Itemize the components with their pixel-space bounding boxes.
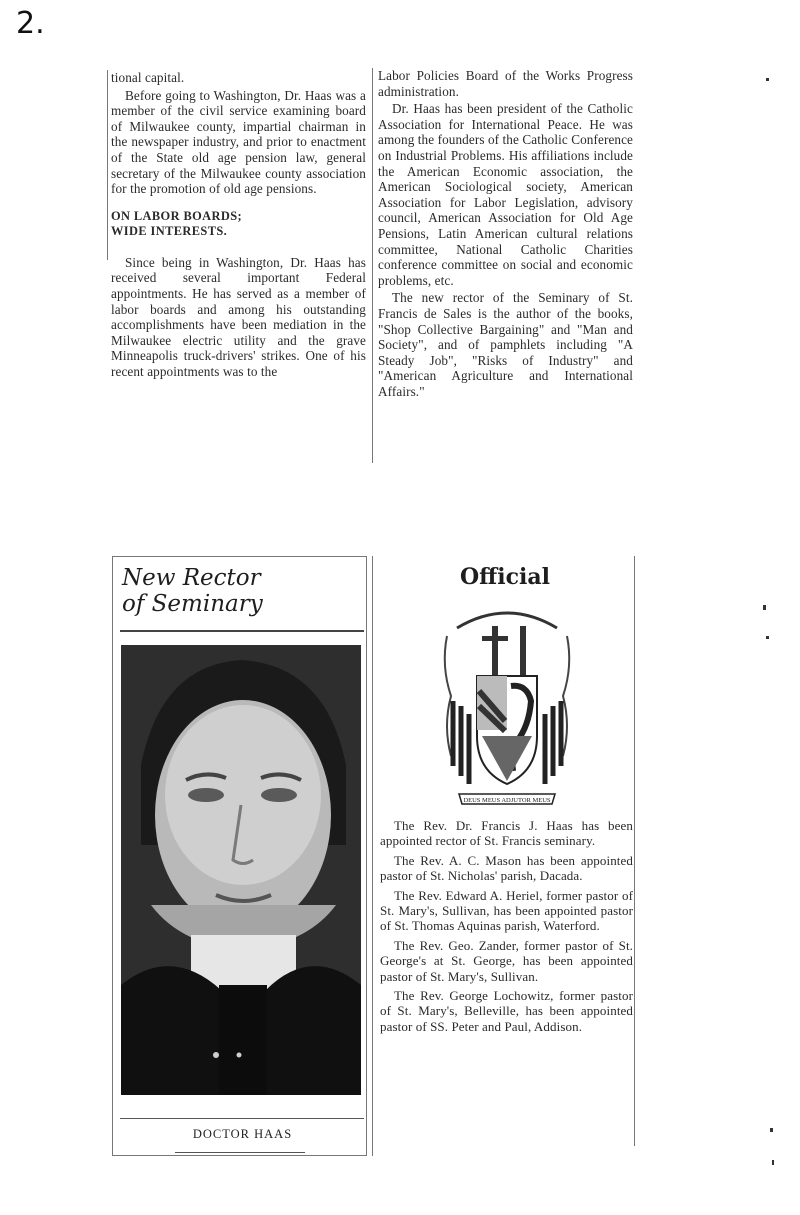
scan-speck	[772, 1160, 774, 1165]
official-paragraph: The Rev. George Lochowitz, former pastor of St. Mary's, Belleville, has been appointed pastor of SS. Peter and Paul, Addison.	[380, 988, 633, 1034]
article-column-right	[378, 68, 633, 401]
article-paragraph: Dr. Haas has been president of the Catholic Association for International Peace. He was among the founders of the Catholic Conference on Industrial Problems. His affiliations include the American Economic association, the American Sociological society, American Association for Labor Legislation, advisory council, American Association for Old Age Pensions, Latin American cultural relations committee, National Catholic Charities conference committee on social and economic problems, etc.	[378, 101, 633, 288]
subhead	[111, 209, 366, 239]
official-paragraph: The Rev. A. C. Mason has been appointed pastor of St. Nicholas' parish, Dacada.	[380, 852, 633, 884]
scan-speck	[766, 636, 769, 639]
article-paragraph: The new rector of the Seminary of St. Francis de Sales is the author of the books, "Shop Collective Bargaining" and "Man and Society", and of pamphlets including "A Steady Job", "Risks of Industry" and "American Agriculture and International Affairs."	[378, 290, 633, 399]
article-paragraph: Labor Policies Board of the Works Progress administration.	[378, 68, 633, 99]
article-paragraph: Before going to Washington, Dr. Haas was a member of the civil service examining board of Milwaukee county, impartial chairman in the newspaper industry, and prior to enactment of the State old age pension law, general secretary of the Milwaukee county association for the promotion of old age pensions.	[111, 87, 366, 197]
headline-rule	[120, 630, 364, 632]
coat-of-arms-image	[437, 606, 577, 811]
article-paragraph: Since being in Washington, Dr. Haas has received several important Federal appointments. He has served as a member of labor boards and among his outstanding accomplishments have been mediation in the Milwaukee electric utility and the grave Minneapolis truck-drivers' strikes. One of his recent appointments was to the	[111, 254, 366, 379]
clip-border-left	[112, 556, 113, 1156]
scan-speck	[763, 605, 766, 610]
official-title: Official	[460, 564, 550, 590]
column-rule	[107, 70, 108, 260]
page-number: 2.	[16, 6, 45, 41]
subhead-line: ON LABOR BOARDS;	[111, 208, 243, 223]
clip-border-right	[634, 556, 635, 1146]
photo-caption: DOCTOR HAAS	[192, 1127, 293, 1141]
portrait-image	[121, 645, 361, 1095]
official-paragraph: The Rev. Geo. Zander, former pastor of St. George's at St. George, has been appointed pastor of St. Mary's, Sullivan.	[380, 937, 633, 984]
scan-speck	[766, 78, 769, 81]
clip-border-bottom	[112, 1155, 367, 1156]
official-paragraph: The Rev. Edward A. Heriel, former pastor of St. Mary's, Sullivan, has been appointed pastor of St. Thomas Aquinas parish, Waterford.	[380, 887, 633, 934]
official-paragraph: The Rev. Dr. Francis J. Haas has been appointed rector of St. Francis seminary.	[380, 818, 633, 849]
article-paragraph: tional capital.	[111, 70, 185, 85]
caption-rule	[120, 1118, 364, 1119]
clip-border-right	[366, 556, 367, 1156]
official-column	[380, 818, 633, 1038]
caption-underline	[175, 1152, 305, 1153]
photo-headline	[122, 565, 263, 617]
headline-line: New Rector	[122, 565, 261, 591]
motto-text: DEUS MEUS ADJUTOR MEUS	[463, 797, 551, 804]
scan-speck	[770, 1128, 773, 1132]
subhead-line: WIDE INTERESTS.	[111, 223, 228, 238]
article-column-left	[111, 70, 366, 382]
headline-line: of Seminary	[122, 591, 263, 617]
portrait-photo	[121, 645, 361, 1095]
column-rule	[372, 68, 373, 463]
coat-of-arms-drawing	[437, 606, 577, 811]
clip-border-left	[372, 556, 373, 1156]
clip-border-top	[112, 556, 367, 557]
